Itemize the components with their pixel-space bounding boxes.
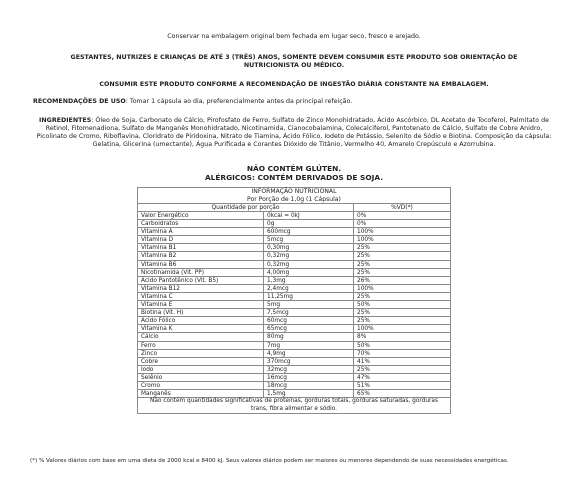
- nutrient-amount: 65mcg: [264, 325, 354, 332]
- table-row: [138, 332, 450, 340]
- nutrient-amount: 0g: [264, 220, 354, 227]
- nutrient-daily-value: 50%: [357, 302, 370, 309]
- table-row: [138, 373, 450, 381]
- nutrient-amount: 1,3mg: [264, 277, 354, 284]
- nutrient-daily-value: 100%: [357, 229, 374, 236]
- nutrient-daily-value: 25%: [357, 261, 370, 268]
- nutrient-name: Vitamina B6: [138, 261, 264, 268]
- table-row: [138, 341, 450, 349]
- nutrient-name: Vitamina C: [138, 293, 264, 300]
- nutrient-daily-value: 26%: [357, 277, 370, 284]
- table-row: [138, 365, 450, 373]
- nutrient-name: Manganês: [138, 390, 264, 397]
- nutrient-daily-value: 0%: [357, 221, 367, 228]
- table-row: [138, 219, 450, 227]
- ingredients-label: INGREDIENTES: [39, 117, 92, 124]
- header-quantity: Quantidade por porção: [138, 204, 354, 211]
- nutrient-amount: 4,00mg: [264, 269, 354, 276]
- nutrient-daily-value: 51%: [357, 382, 370, 389]
- conservation-text: Conservar na embalagem original bem fechada em lugar seco, fresco e arejado.: [167, 33, 421, 40]
- nutrient-amount: 5mcg: [264, 236, 354, 243]
- nutrient-daily-value: 41%: [357, 358, 370, 365]
- consume-recommendation-text: CONSUMIR ESTE PRODUTO CONFORME A RECOMENDAÇÃO DE INGESTÃO DIÁRIA CONSTANTE NA EMBALAGEM.: [99, 81, 489, 88]
- nutrient-daily-value: 25%: [357, 293, 370, 300]
- nutrition-table-title: INFORMAÇÃO NUTRICIONAL: [251, 188, 337, 195]
- nutrient-name: Cálcio: [138, 333, 264, 340]
- daily-values-footnote: (*) % Valores diários com base em uma dieta de 2000 kcal e 8400 kJ. Seus valores diários podem ser maiores ou menores dependendo de suas necessidades energéticas.: [30, 458, 509, 464]
- table-row: [138, 316, 450, 324]
- ingredients-paragraph: [33, 117, 555, 149]
- nutrient-name: Nicotinamida (Vit. PP): [138, 269, 264, 276]
- nutrient-name: Cobre: [138, 358, 264, 365]
- warning-text: GESTANTES, NUTRIZES E CRIANÇAS DE ATÉ 3 (TRÊS) ANOS, SOMENTE DEVEM CONSUMIR ESTE PRODUTO SOB ORIENTAÇÃO DE NUTRICIONISTA OU MÉDICO.: [70, 54, 518, 69]
- table-row: [138, 389, 450, 397]
- nutrient-name: Vitamina K: [138, 325, 264, 332]
- nutrition-table-header: [138, 203, 450, 211]
- gluten-notice: NÃO CONTÉM GLÚTEN.: [246, 164, 342, 173]
- nutrient-daily-value: 47%: [357, 374, 370, 381]
- nutrient-amount: 0kcal = 0kJ: [264, 212, 354, 219]
- nutrient-daily-value: 50%: [357, 342, 370, 349]
- nutrient-name: Biotina (Vit. H): [138, 309, 264, 316]
- table-row: [138, 243, 450, 251]
- nutrient-daily-value: 100%: [357, 285, 374, 292]
- nutrient-amount: 16mcg: [264, 374, 354, 381]
- nutrient-name: Carboidratos: [138, 220, 264, 227]
- nutrient-name: Vitamina B12: [138, 285, 264, 292]
- nutrient-amount: 11,25mg: [264, 293, 354, 300]
- table-row: [138, 349, 450, 357]
- table-row: [138, 260, 450, 268]
- nutrient-daily-value: 0%: [357, 213, 367, 219]
- nutrient-amount: 2,4mcg: [264, 285, 354, 292]
- table-row: [138, 357, 450, 365]
- nutrient-name: Zinco: [138, 350, 264, 357]
- nutrient-name: Ácido Pantotênico (Vit. B5): [138, 277, 264, 284]
- nutrient-amount: 0,32mg: [264, 252, 354, 259]
- nutrient-name: Cromo: [138, 382, 264, 389]
- nutrient-amount: 7,5mcg: [264, 309, 354, 316]
- nutrient-amount: 7mg: [264, 342, 354, 349]
- nutrient-daily-value: 65%: [357, 391, 370, 398]
- nutrient-amount: 1,5mg: [264, 390, 354, 397]
- nutrient-amount: 0,32mg: [264, 261, 354, 268]
- nutrient-daily-value: 100%: [357, 326, 374, 333]
- nutrient-daily-value: 25%: [357, 366, 370, 373]
- nutrient-daily-value: 25%: [357, 253, 370, 260]
- usage-label: RECOMENDAÇÕES DE USO: [33, 98, 126, 105]
- nutrition-table-portion: Por Porção de 1,0g (1 Cápsula): [247, 195, 341, 203]
- nutrient-name: Ferro: [138, 342, 264, 349]
- table-row: [138, 292, 450, 300]
- nutrient-name: Vitamina E: [138, 301, 264, 308]
- nutrient-amount: 60mcg: [264, 317, 354, 324]
- nutrition-table-footer: Não contém quantidades significativas de proteínas, gorduras totais, gorduras saturadas, gorduras trans, fibra alimentar e sódio.: [138, 397, 450, 413]
- nutrient-amount: 80mg: [264, 333, 354, 340]
- nutrient-name: Vitamina B1: [138, 244, 264, 251]
- usage-recommendation: [33, 98, 553, 106]
- table-row: [138, 300, 450, 308]
- usage-text: : Tomar 1 cápsula ao dia, preferencialmente antes da principal refeição.: [125, 98, 353, 105]
- table-row: [138, 268, 450, 276]
- nutrient-amount: 18mcg: [264, 382, 354, 389]
- nutrient-daily-value: 8%: [357, 334, 367, 341]
- table-row: [138, 251, 450, 259]
- nutrient-name: Vitamina A: [138, 228, 264, 235]
- nutrient-amount: 5mg: [264, 301, 354, 308]
- nutrient-amount: 370mcg: [264, 358, 354, 365]
- table-row: [138, 227, 450, 235]
- nutrient-daily-value: 25%: [357, 318, 370, 325]
- allergen-notice: ALÉRGICOS: CONTÉM DERIVADOS DE SOJA.: [204, 173, 384, 182]
- nutrient-amount: 32mcg: [264, 366, 354, 373]
- table-row: [138, 381, 450, 389]
- nutrient-name: Selênio: [138, 374, 264, 381]
- nutrient-amount: 600mcg: [264, 228, 354, 235]
- table-row: [138, 235, 450, 243]
- nutrient-name: Vitamina B2: [138, 252, 264, 259]
- table-row: [138, 211, 450, 219]
- nutrient-name: Valor Energético: [138, 212, 264, 219]
- nutrition-facts-table: [137, 187, 451, 414]
- header-daily-value: %VD(*): [391, 205, 413, 211]
- ingredients-text: : Óleo de Soja, Carbonato de Cálcio, Pirofosfato de Ferro, Sulfato de Zinco Monohidratado, Ácido Ascórbico, DL Acetato de Tocoferol, Palmitato de Retinol, Fitomenadiona, Sulfato de Manganês Monohidratado, Nicotinamida, Cianocobalamina, Colecalciferol, Pantotenato de Cálcio, Sulfato de Cobre Anidro, Picolinato de Cromo, Riboflavina, Cloridrato de Piridoxina, Nitrato de Tiamina, Ácido Fólico, Iodeto de Potássio, Selenito de Sódio e Biotina. Composição da cápsula: Gelatina, Glicerina (umectante), Água Purificada e Corantes Dióxido de Titânio, Vermelho 40, Amarelo Crepúsculo e Azorrubina.: [36, 117, 552, 148]
- nutrient-amount: 4,9mg: [264, 350, 354, 357]
- table-row: [138, 284, 450, 292]
- nutrient-daily-value: 25%: [357, 245, 370, 252]
- nutrient-daily-value: 25%: [357, 310, 370, 317]
- nutrient-daily-value: 70%: [357, 350, 370, 357]
- table-row: [138, 276, 450, 284]
- nutrient-name: Ácido Fólico: [138, 317, 264, 324]
- nutrient-name: Iodo: [138, 366, 264, 373]
- nutrient-amount: 0,30mg: [264, 244, 354, 251]
- nutrient-daily-value: 25%: [357, 269, 370, 276]
- table-row: [138, 324, 450, 332]
- nutrient-name: Vitamina D: [138, 236, 264, 243]
- table-row: [138, 308, 450, 316]
- nutrition-table-body: [138, 211, 450, 397]
- nutrient-daily-value: 100%: [357, 237, 374, 244]
